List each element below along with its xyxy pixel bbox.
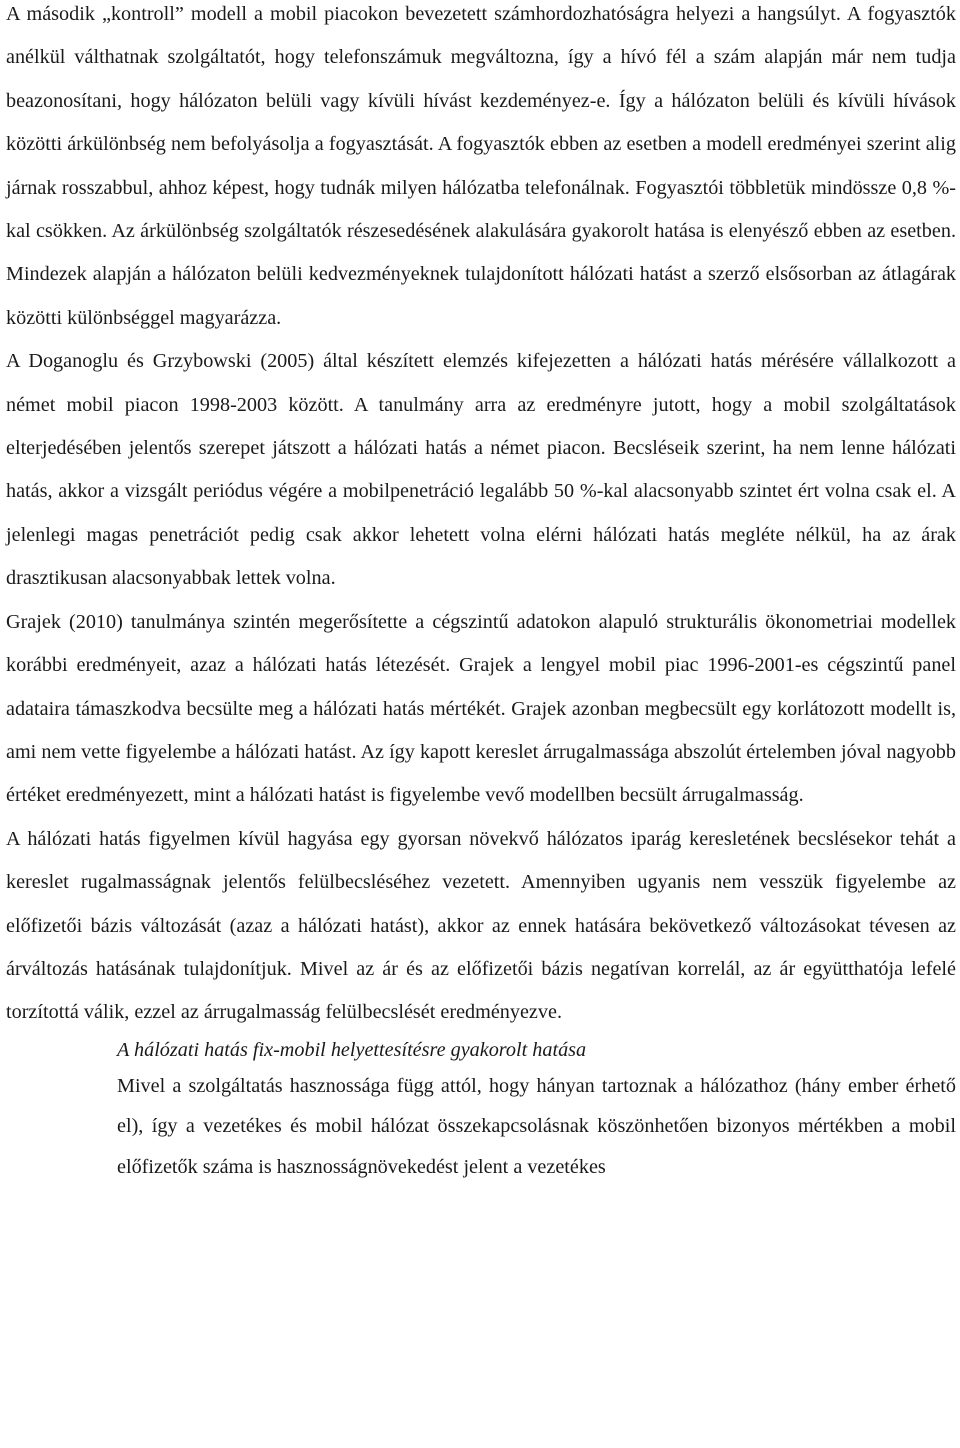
paragraph-number-portability: A második „kontroll” modell a mobil piacokon bevezetett számhordozhatóságra helyezi a hangsúlyt. A fogyasztók anélkül válthatnak szolgáltatót, hogy telefonszámuk megváltozna, így a hívó fél a szám alapján már nem tudja beazonosítani, hogy hálózaton belüli vagy kívüli hívást kezdeményez-e. Így a hálózaton belüli és kívüli hívások közötti árkülönbség nem befolyásolja a fogyasztását. A fogyasztók ebben az esetben a modell eredményei szerint alig járnak rosszabbul, ahhoz képest, hogy tudnák milyen hálózatba telefonálnak. Fogyasztói többletük mindössze 0,8 %-kal csökken. Az árkülönbség szolgáltatók részesedésének alakulására gyakorolt hatása is elenyésző ebben az esetben. Mindezek alapján a hálózaton belüli kedvezményeknek tulajdonított hálózati hatást a szerző elsősorban az átlagárak közötti különbséggel magyarázza. [6, 3, 956, 329]
paragraph-grajek: Grajek (2010) tanulmánya szintén megerősítette a cégszintű adatokon alapuló strukturális ökonometriai modellek korábbi eredményeit, azaz a hálózati hatás létezését. Grajek a lengyel mobil piac 1996-2001-es cégszintű panel adataira támaszkodva becsülte meg a hálózati hatás mértékét. Grajek azonban megbecsült egy korlátozott modellt is, ami nem vette figyelembe a hálózati hatást. Az így kapott kereslet árrugalmassága abszolút értelemben jóval nagyobb értéket eredményezett, mint a hálózati hatást is figyelembe vevő modellben becsült árrugalmasság. [6, 610, 956, 807]
paragraph-elasticity-bias: A hálózati hatás figyelmen kívül hagyása egy gyorsan növekvő hálózatos iparág keresletének becslésekor tehát a kereslet rugalmasságnak jelentős felülbecsléséhez vezetett. Amennyiben ugyanis nem vesszük figyelembe az előfizetői bázis változását (azaz a hálózati hatást), akkor az ennek hatására bekövetkező változásokat tévesen az árváltozás hatásának tulajdonítjuk. Mivel az ár és az előfizetői bázis negatívan korrelál, az ár együtthatója lefelé torzítottá válik, ezzel az árrugalmasság felülbecslését eredményezve. [6, 827, 956, 1024]
paragraph-doganoglu-grzybowski: A Doganoglu és Grzybowski (2005) által készített elemzés kifejezetten a hálózati hatás mérésére vállalkozott a német mobil piacon 1998-2003 között. A tanulmány arra az eredményre jutott, hogy a mobil szolgáltatások elterjedésében jelentős szerepet játszott a hálózati hatás a német piacon. Becsléseik szerint, ha nem lenne hálózati hatás, akkor a vizsgált periódus végére a mobilpenetráció legalább 50 %-kal alacsonyabb szintet ért volna csak el. A jelenlegi magas penetrációt pedig csak akkor lehetett volna elérni hálózati hatás megléte nélkül, ha az árak drasztikusan alacsonyabbak lettek volna. [6, 350, 956, 590]
section-heading: A hálózati hatás fix-mobil helyettesítésre gyakorolt hatása [117, 1038, 587, 1061]
document-page [6, 0, 956, 1187]
section-paragraph: Mivel a szolgáltatás hasznossága függ attól, hogy hányan tartoznak a hálózathoz (hány ember érhető el), így a vezetékes és mobil hálózat összekapcsolásnak köszönhetően bizonyos mértékben a mobil előfizetők száma is hasznosságnövekedést jelent a vezetékes [117, 1074, 956, 1178]
